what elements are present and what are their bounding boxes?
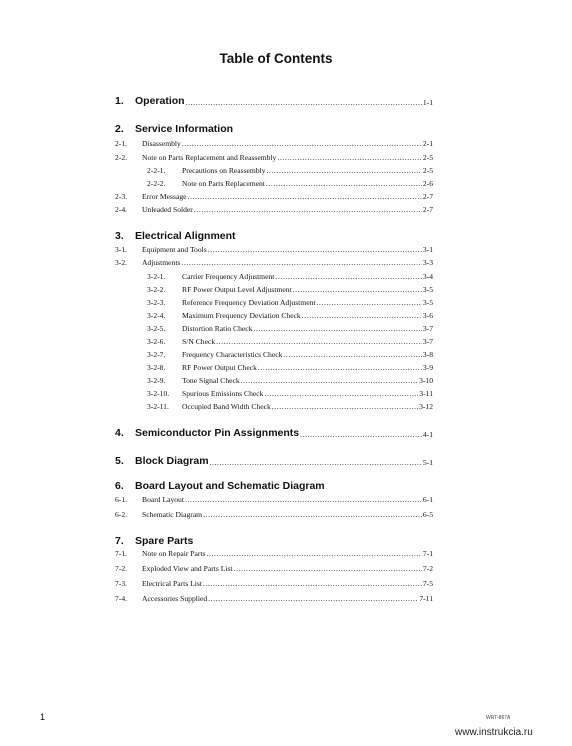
toc-entry[interactable] — [115, 562, 433, 573]
toc-subentry[interactable] — [147, 270, 433, 281]
toc-subentry[interactable] — [147, 374, 433, 385]
entry-number: 3-2. — [115, 258, 128, 267]
section-title: Board Layout and Schematic Diagram — [135, 480, 325, 492]
entry-number: 2-4. — [115, 205, 128, 214]
toc-entry[interactable] — [115, 592, 433, 603]
entry-number: 7-1. — [115, 549, 128, 558]
entry-number: 3-1. — [115, 245, 128, 254]
toc-entry[interactable] — [115, 493, 433, 504]
page-reference: 2-7 — [422, 205, 433, 214]
entry-number: 2-2-1. — [147, 166, 166, 175]
page-reference: 3-9 — [422, 363, 433, 372]
page-reference: 4-1 — [422, 430, 433, 439]
page-reference: 6-5 — [422, 510, 433, 519]
dot-leader — [208, 594, 418, 603]
toc-entry[interactable] — [115, 256, 433, 267]
toc-entry[interactable] — [115, 508, 433, 519]
toc-entry[interactable] — [115, 577, 433, 588]
dot-leader — [264, 389, 418, 398]
dot-leader — [266, 179, 422, 188]
dot-leader — [203, 579, 422, 588]
entry-number: 3-2-10. — [147, 389, 170, 398]
toc-entry[interactable] — [115, 151, 433, 162]
page-reference: 7-1 — [422, 549, 433, 558]
entry-title: Exploded View and Parts List — [142, 564, 233, 573]
footer-model-code: WRT-867A — [486, 715, 511, 721]
entry-title: Board Layout — [142, 495, 184, 504]
toc-section-block-diagram[interactable] — [115, 453, 433, 467]
dot-leader — [241, 376, 418, 385]
page-reference: 3-6 — [422, 311, 433, 320]
dot-leader — [275, 272, 422, 281]
toc-subentry[interactable] — [147, 177, 433, 188]
toc-subentry[interactable] — [147, 322, 433, 333]
dot-leader — [216, 337, 422, 346]
section-number: 7. — [115, 535, 124, 547]
watermark-url: www.instrukcia.ru — [455, 727, 533, 738]
page-reference: 2-5 — [422, 166, 433, 175]
toc-subentry[interactable] — [147, 361, 433, 372]
section-title: Spare Parts — [135, 535, 194, 547]
entry-title: Accessories Supplied — [142, 594, 208, 603]
dot-leader — [203, 510, 422, 519]
footer-page-number: 1 — [40, 712, 46, 722]
entry-title: Distortion Ratio Check — [182, 324, 253, 333]
toc-subentry[interactable] — [147, 348, 433, 359]
dot-leader — [316, 298, 421, 307]
toc-subentry[interactable] — [147, 283, 433, 294]
toc-subentry[interactable] — [147, 296, 433, 307]
page-reference: 3-5 — [422, 285, 433, 294]
section-number: 5. — [115, 455, 124, 467]
toc-subentry[interactable] — [147, 400, 433, 411]
dot-leader — [267, 166, 422, 175]
section-title: Semiconductor Pin Assignments — [135, 427, 300, 439]
entry-title: Unleaded Solder — [142, 205, 193, 214]
dot-leader — [186, 98, 422, 107]
entry-title: Carrier Frequency Adjustment — [182, 272, 275, 281]
page-reference: 2-6 — [422, 179, 433, 188]
toc-entry[interactable] — [115, 137, 433, 148]
toc-entry[interactable] — [115, 203, 433, 214]
section-number: 2. — [115, 123, 124, 135]
entry-number: 7-4. — [115, 594, 128, 603]
entry-number: 3-2-1. — [147, 272, 166, 281]
entry-number: 3-2-5. — [147, 324, 166, 333]
page-reference: 3-4 — [422, 272, 433, 281]
section-number: 1. — [115, 95, 124, 107]
dot-leader — [253, 324, 421, 333]
entry-number: 2-2-2. — [147, 179, 166, 188]
toc-subentry[interactable] — [147, 309, 433, 320]
dot-leader — [194, 205, 422, 214]
toc-section-service-information[interactable] — [115, 121, 433, 135]
page-reference: 3-7 — [422, 337, 433, 346]
section-title: Service Information — [135, 123, 234, 135]
entry-number: 6-2. — [115, 510, 128, 519]
entry-number: 7-3. — [115, 579, 128, 588]
entry-number: 3-2-8. — [147, 363, 166, 372]
toc-subentry[interactable] — [147, 164, 433, 175]
entry-number: 3-2-11. — [147, 402, 169, 411]
page-reference: 3-12 — [419, 402, 433, 411]
section-number: 4. — [115, 427, 124, 439]
entry-number: 3-2-6. — [147, 337, 166, 346]
toc-entry[interactable] — [115, 190, 433, 201]
entry-title: Note on Parts Replacement and Reassembly — [142, 153, 277, 162]
dot-leader — [302, 311, 422, 320]
dot-leader — [258, 363, 422, 372]
dot-leader — [293, 285, 422, 294]
section-title: Block Diagram — [135, 455, 209, 467]
entry-title: Error Message — [142, 192, 187, 201]
entry-title: Note on Parts Replacement — [182, 179, 265, 188]
dot-leader — [185, 495, 422, 504]
entry-title: Spurious Emissions Check — [182, 389, 264, 398]
section-title: Electrical Alignment — [135, 230, 236, 242]
dot-leader — [206, 549, 421, 558]
entry-title: Equipment and Tools — [142, 245, 207, 254]
page-reference: 3-8 — [422, 350, 433, 359]
toc-entry[interactable] — [115, 547, 433, 558]
section-number: 6. — [115, 480, 124, 492]
page-reference: 7-11 — [419, 594, 433, 603]
toc-subentry[interactable] — [147, 387, 433, 398]
entry-number: 3-2-7. — [147, 350, 166, 359]
entry-title: Reference Frequency Deviation Adjustment — [182, 298, 316, 307]
entry-number: 2-3. — [115, 192, 128, 201]
dot-leader — [208, 245, 422, 254]
toc-section-semiconductor-pin-assignments[interactable] — [115, 425, 433, 439]
dot-leader — [210, 458, 422, 467]
page-reference: 3-1 — [422, 245, 433, 254]
entry-title: Occupied Band Width Check — [182, 402, 271, 411]
toc-section-board-layout[interactable] — [115, 478, 433, 492]
entry-title: RF Power Output Check — [182, 363, 257, 372]
entry-title: S/N Check — [182, 337, 216, 346]
section-number: 3. — [115, 230, 124, 242]
entry-title: Disassembly — [142, 139, 181, 148]
page-reference: 7-5 — [422, 579, 433, 588]
dot-leader — [181, 258, 421, 267]
page-reference: 2-1 — [422, 139, 433, 148]
page-reference: 1-1 — [422, 98, 433, 107]
page-reference: 3-3 — [422, 258, 433, 267]
page-reference: 3-10 — [419, 376, 433, 385]
entry-title: Adjustments — [142, 258, 181, 267]
page-reference: 3-11 — [419, 389, 433, 398]
entry-number: 6-1. — [115, 495, 128, 504]
toc-entry[interactable] — [115, 243, 433, 254]
entry-number: 3-2-2. — [147, 285, 166, 294]
page-title: Table of Contents — [219, 51, 333, 66]
dot-leader — [182, 139, 422, 148]
entry-title: Precautions on Reassembly — [182, 166, 266, 175]
page-reference: 2-5 — [422, 153, 433, 162]
page-reference: 2-7 — [422, 192, 433, 201]
page-reference: 3-5 — [422, 298, 433, 307]
entry-number: 3-2-3. — [147, 298, 166, 307]
entry-title: Frequency Characteristics Check — [182, 350, 283, 359]
dot-leader — [188, 192, 422, 201]
page-reference: 7-2 — [422, 564, 433, 573]
entry-number: 3-2-4. — [147, 311, 166, 320]
dot-leader — [277, 153, 422, 162]
entry-title: RF Power Output Level Adjustment — [182, 285, 292, 294]
entry-title: Note on Repair Parts — [142, 549, 206, 558]
entry-number: 7-2. — [115, 564, 128, 573]
page-reference: 5-1 — [422, 458, 433, 467]
toc-section-operation[interactable] — [115, 93, 433, 107]
entry-title: Schematic Diagram — [142, 510, 203, 519]
entry-title: Maximum Frequency Deviation Check — [182, 311, 301, 320]
entry-title: Tone Signal Check — [182, 376, 240, 385]
section-title: Operation — [135, 95, 185, 107]
toc-section-spare-parts[interactable] — [115, 533, 433, 547]
toc-subentry[interactable] — [147, 335, 433, 346]
entry-title: Electrical Parts List — [142, 579, 202, 588]
dot-leader — [272, 402, 418, 411]
toc-section-electrical-alignment[interactable] — [115, 228, 433, 242]
entry-number: 3-2-9. — [147, 376, 166, 385]
entry-number: 2-1. — [115, 139, 128, 148]
dot-leader — [234, 564, 422, 573]
page-reference: 6-1 — [422, 495, 433, 504]
dot-leader — [283, 350, 422, 359]
page-reference: 3-7 — [422, 324, 433, 333]
dot-leader — [300, 430, 422, 439]
entry-number: 2-2. — [115, 153, 128, 162]
